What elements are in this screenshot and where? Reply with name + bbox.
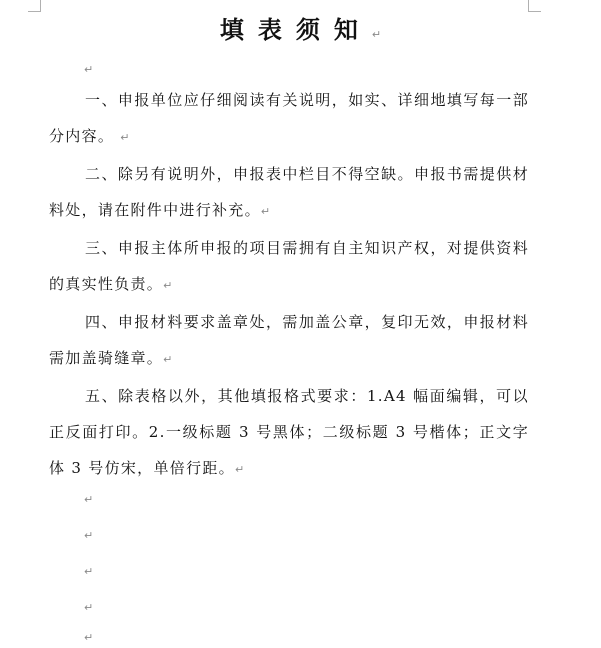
paragraph <box>49 156 529 230</box>
crop-mark-right-horizontal <box>528 11 541 12</box>
paragraph-mark-icon: ↵ <box>163 353 173 366</box>
paragraph-text: 四、申报材料要求盖章处，需加盖公章，复印无效，申报材料需加盖骑缝章。 <box>49 313 529 367</box>
empty-paragraph-mark-icon: ↵ <box>84 529 94 542</box>
paragraph-mark-icon: ↵ <box>163 279 173 292</box>
paragraph <box>49 304 529 378</box>
empty-paragraph-mark-icon: ↵ <box>84 631 94 644</box>
paragraph <box>49 378 529 488</box>
paragraph <box>49 82 529 156</box>
paragraph-mark-icon: ↵ <box>371 28 382 41</box>
document-title-text: 填表须知 <box>219 16 372 44</box>
paragraph-mark-icon: ↵ <box>120 131 130 144</box>
document-title <box>0 14 601 51</box>
crop-mark-left-horizontal <box>28 11 41 12</box>
paragraph-text: 五、除表格以外，其他填报格式要求：1.A4 幅面编辑，可以正反面打印。2.一级标题 3 号黑体；二级标题 3 号楷体；正文字体 3 号仿宋，单倍行距。 <box>49 387 529 477</box>
paragraph-mark-icon: ↵ <box>260 205 271 218</box>
empty-paragraph-mark-icon: ↵ <box>84 63 94 76</box>
paragraph-text: 二、除另有说明外，申报表中栏目不得空缺。申报书需提供材料处，请在附件中进行补充。 <box>49 165 529 219</box>
document-body <box>49 82 529 488</box>
paragraph <box>49 230 529 304</box>
paragraph-mark-icon: ↵ <box>234 463 245 476</box>
paragraph-text: 三、申报主体所申报的项目需拥有自主知识产权，对提供资料的真实性负责。 <box>49 239 529 293</box>
paragraph-text: 一、申报单位应仔细阅读有关说明，如实、详细地填写每一部分内容。 <box>49 91 529 145</box>
empty-paragraph-mark-icon: ↵ <box>84 493 94 506</box>
empty-paragraph-mark-icon: ↵ <box>84 565 94 578</box>
empty-paragraph-mark-icon: ↵ <box>84 601 94 614</box>
